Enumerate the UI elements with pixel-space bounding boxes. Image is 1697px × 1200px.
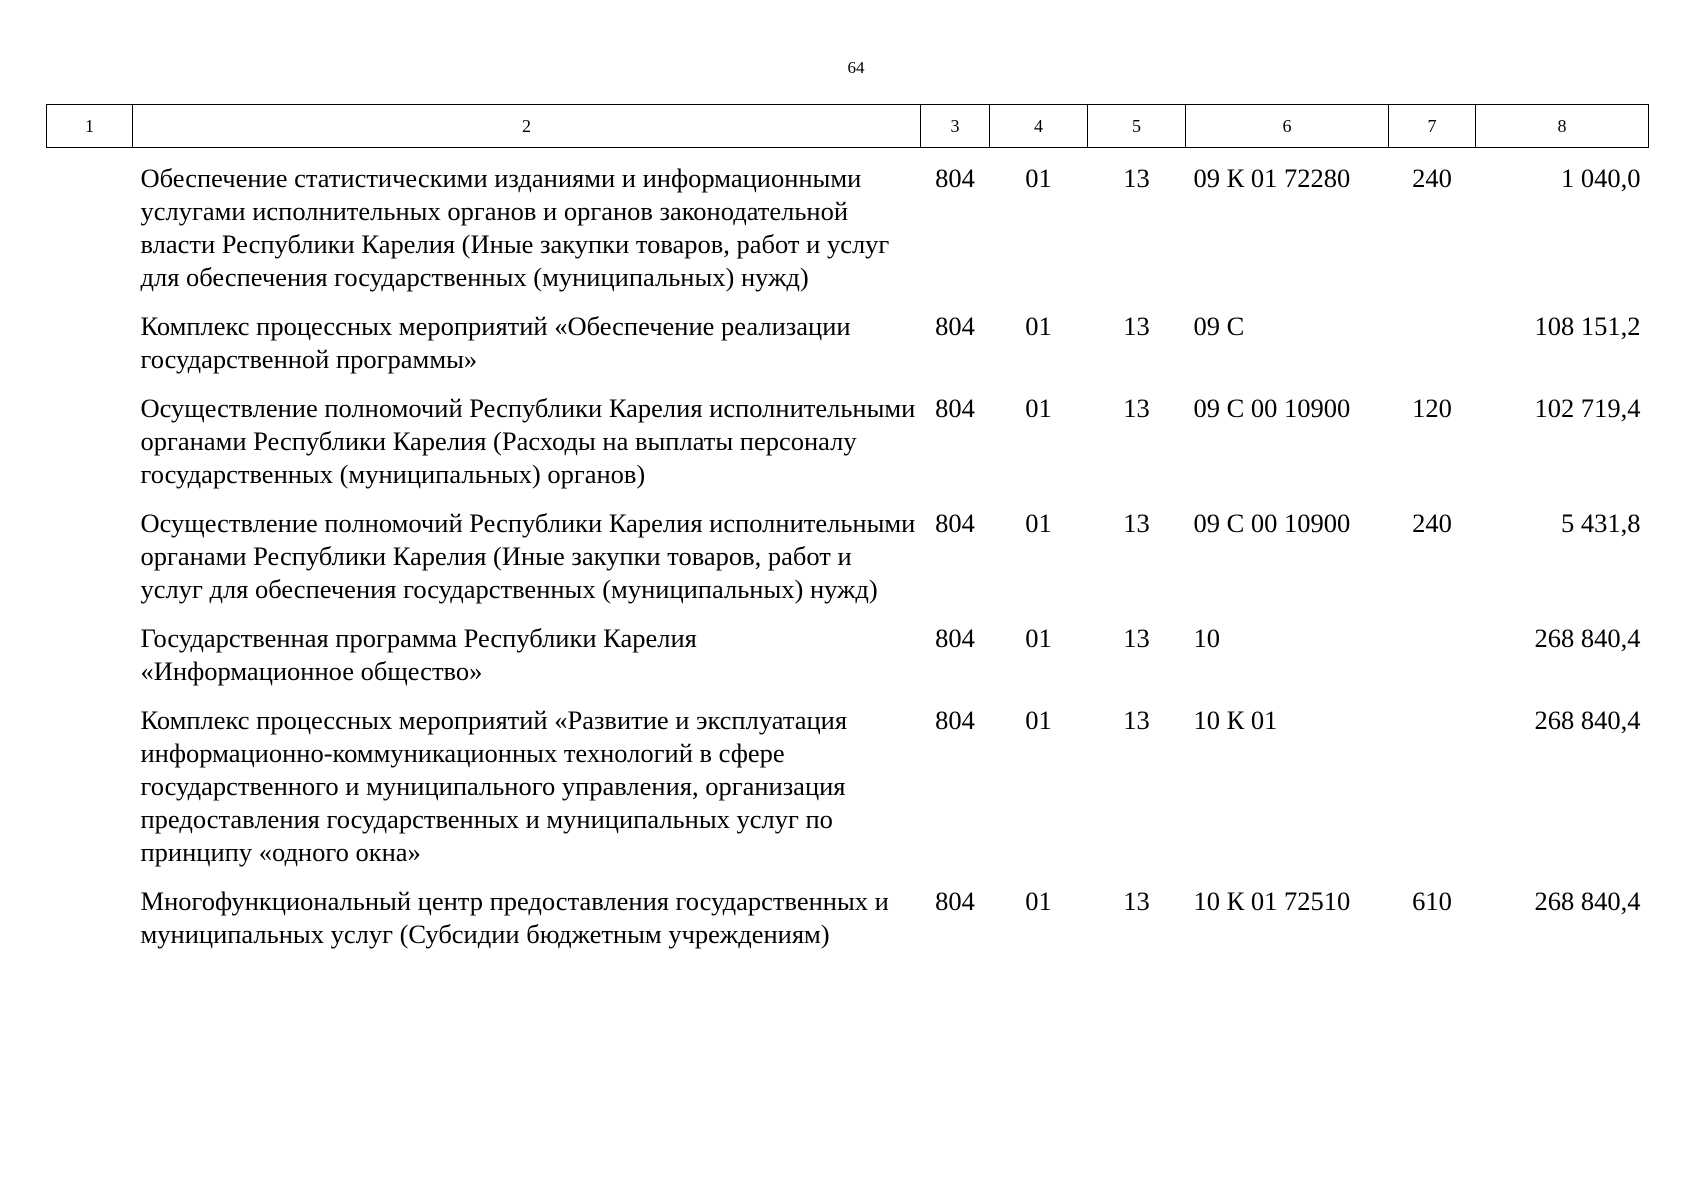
amount: 108 151,2	[1534, 311, 1641, 341]
ministry-code: 804	[935, 705, 975, 735]
subsection-code: 13	[1123, 623, 1150, 653]
section-code: 01	[1025, 705, 1052, 735]
column-header: 3	[921, 105, 990, 148]
row-number-cell	[47, 622, 133, 704]
expense-type-code: 120	[1412, 393, 1452, 423]
target-article-code: 10 К 01	[1193, 705, 1278, 735]
table-row	[47, 507, 1649, 622]
row-name: Комплекс процессных мероприятий «Обеспечение реализации государственной программы»	[140, 311, 851, 374]
section-code: 01	[1025, 623, 1052, 653]
amount: 5 431,8	[1561, 508, 1641, 538]
row-name: Обеспечение статистическими изданиями и информационными услугами исполнительных органов и органов законодательной власти Республики Карелия (Иные закупки товаров, работ и услуг для обеспечения государственных (муниципальных) нужд)	[140, 163, 890, 292]
expense-type-code: 240	[1412, 508, 1452, 538]
row-number-cell	[47, 704, 133, 885]
table-row	[47, 392, 1649, 507]
ministry-code: 804	[935, 163, 975, 193]
row-number-cell	[47, 885, 133, 967]
column-header: 4	[990, 105, 1088, 148]
expense-type-code: 610	[1412, 886, 1452, 916]
target-article-code: 10	[1193, 623, 1220, 653]
amount: 102 719,4	[1534, 393, 1641, 423]
column-header: 5	[1088, 105, 1186, 148]
target-article-code: 09 К 01 72280	[1193, 163, 1351, 193]
row-number-cell	[47, 392, 133, 507]
subsection-code: 13	[1123, 705, 1150, 735]
amount: 268 840,4	[1534, 705, 1641, 735]
column-header: 1	[47, 105, 133, 148]
column-header: 8	[1476, 105, 1649, 148]
amount: 268 840,4	[1534, 623, 1641, 653]
subsection-code: 13	[1123, 163, 1150, 193]
row-number-cell	[47, 310, 133, 392]
ministry-code: 804	[935, 393, 975, 423]
subsection-code: 13	[1123, 393, 1150, 423]
budget-table	[46, 104, 1649, 967]
table-row	[47, 704, 1649, 885]
table-row	[47, 148, 1649, 311]
section-code: 01	[1025, 311, 1052, 341]
row-name: Государственная программа Республики Карелия «Информационное общество»	[140, 623, 697, 686]
row-name: Осуществление полномочий Республики Карелия исполнительными органами Республики Карелия (Расходы на выплаты персоналу государственных (муниципальных) органов)	[140, 393, 916, 489]
ministry-code: 804	[935, 886, 975, 916]
header-row	[47, 105, 1649, 148]
expense-type-code	[1389, 310, 1476, 392]
target-article-code: 09 С 00 10900	[1193, 508, 1351, 538]
subsection-code: 13	[1123, 311, 1150, 341]
target-article-code: 09 С	[1193, 311, 1245, 341]
table-body	[47, 148, 1649, 968]
section-code: 01	[1025, 393, 1052, 423]
row-number-cell	[47, 148, 133, 311]
row-name: Многофункциональный центр предоставления государственных и муниципальных услуг (Субсидии бюджетным учреждениям)	[140, 886, 889, 949]
table-header	[47, 105, 1649, 148]
ministry-code: 804	[935, 623, 975, 653]
amount: 268 840,4	[1534, 886, 1641, 916]
column-header: 7	[1389, 105, 1476, 148]
column-header: 6	[1186, 105, 1389, 148]
row-number-cell	[47, 507, 133, 622]
row-name: Комплекс процессных мероприятий «Развитие и эксплуатация информационно-коммуникационных технологий в сфере государственного и муниципального управления, организация предоставления государственных и муниципальных услуг по принципу «одного окна»	[140, 705, 848, 867]
amount: 1 040,0	[1561, 163, 1641, 193]
table-row	[47, 310, 1649, 392]
section-code: 01	[1025, 163, 1052, 193]
section-code: 01	[1025, 508, 1052, 538]
expense-type-code	[1389, 704, 1476, 885]
subsection-code: 13	[1123, 886, 1150, 916]
page-number: 64	[847, 58, 865, 77]
row-name: Осуществление полномочий Республики Карелия исполнительными органами Республики Карелия (Иные закупки товаров, работ и услуг для обеспечения государственных (муниципальных) нужд)	[140, 508, 916, 604]
expense-type-code	[1389, 622, 1476, 704]
table-row	[47, 622, 1649, 704]
column-header: 2	[133, 105, 921, 148]
ministry-code: 804	[935, 311, 975, 341]
target-article-code: 10 К 01 72510	[1193, 886, 1351, 916]
section-code: 01	[1025, 886, 1052, 916]
ministry-code: 804	[935, 508, 975, 538]
target-article-code: 09 С 00 10900	[1193, 393, 1351, 423]
subsection-code: 13	[1123, 508, 1150, 538]
table-row	[47, 885, 1649, 967]
expense-type-code: 240	[1412, 163, 1452, 193]
